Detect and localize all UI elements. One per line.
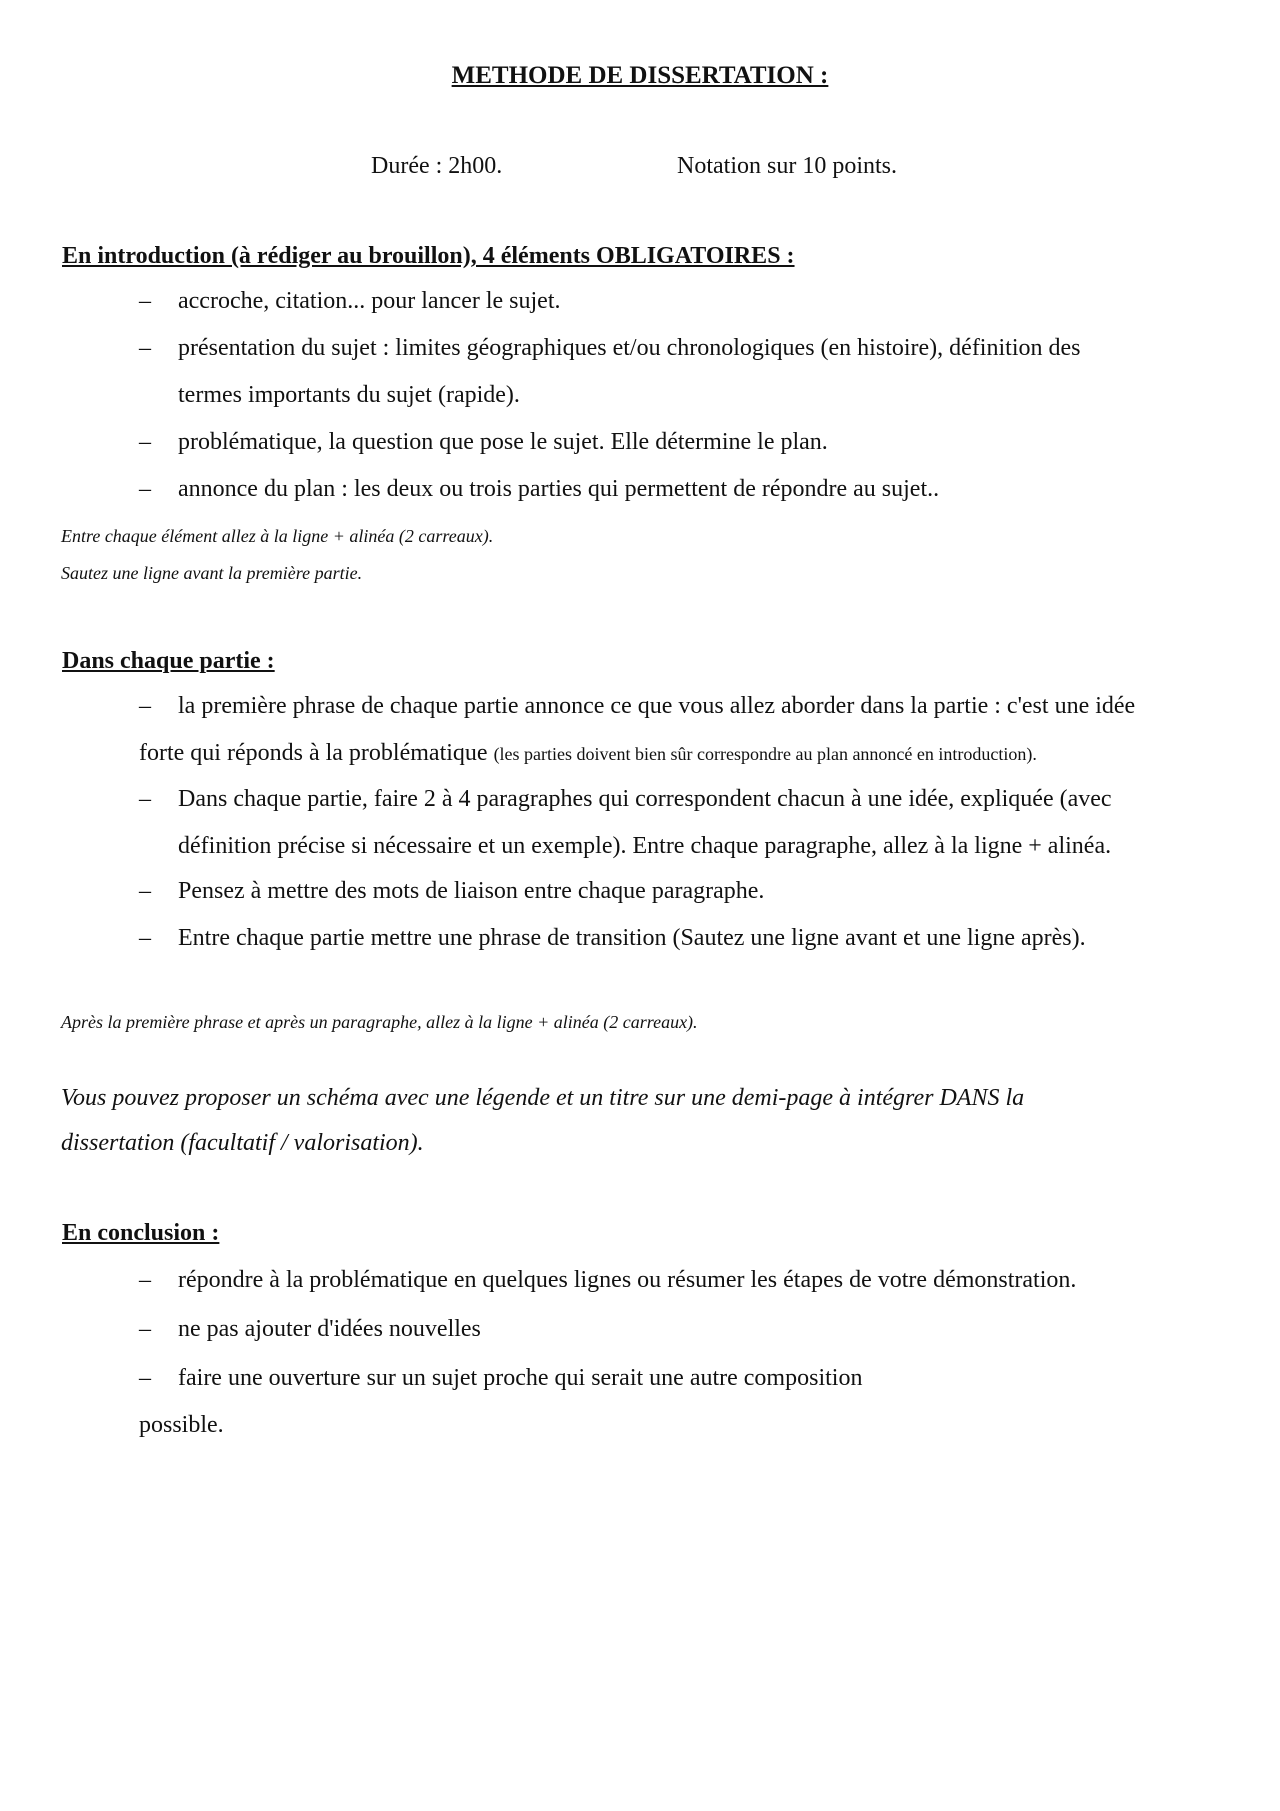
conclusion-heading: En conclusion : xyxy=(62,1220,220,1246)
bullet-dash: – xyxy=(139,1267,151,1293)
bullet-dash: – xyxy=(139,693,151,719)
duration-text: Durée : 2h00. xyxy=(371,153,503,179)
bullet-dash: – xyxy=(139,878,151,904)
parts-item-first-sentence-cont-text: forte qui réponds à la problématique xyxy=(139,740,488,766)
intro-item-presentation-cont: termes importants du sujet (rapide). xyxy=(178,382,520,408)
intro-note-2: Sautez une ligne avant la première partie. xyxy=(61,563,363,583)
intro-note-1: Entre chaque élément allez à la ligne + alinéa (2 carreaux). xyxy=(61,526,494,546)
schema-note-line-1: Vous pouvez proposer un schéma avec une légende et un titre sur une demi-page à intégrer DANS la xyxy=(61,1085,1025,1111)
parts-item-first-sentence-cont xyxy=(139,740,1037,767)
conclusion-item-opening-cont: possible. xyxy=(139,1412,224,1438)
parts-item-transition: Entre chaque partie mettre une phrase de transition (Sautez une ligne avant et une ligne après). xyxy=(178,925,1086,951)
parts-heading: Dans chaque partie : xyxy=(62,648,275,674)
bullet-dash: – xyxy=(139,335,151,361)
intro-item-hook: accroche, citation... pour lancer le sujet. xyxy=(178,288,561,314)
conclusion-item-answer: répondre à la problématique en quelques lignes ou résumer les étapes de votre démonstration. xyxy=(178,1267,1077,1293)
parts-item-paragraphs: Dans chaque partie, faire 2 à 4 paragraphes qui correspondent chacun à une idée, expliquée (avec xyxy=(178,786,1112,812)
bullet-dash: – xyxy=(139,429,151,455)
bullet-dash: – xyxy=(139,1316,151,1342)
schema-note-line-2: dissertation (facultatif / valorisation). xyxy=(61,1130,424,1156)
intro-item-presentation: présentation du sujet : limites géographiques et/ou chronologiques (en histoire), définition des xyxy=(178,335,1081,361)
grading-text: Notation sur 10 points. xyxy=(677,153,897,179)
parts-item-paragraphs-cont: définition précise si nécessaire et un exemple). Entre chaque paragraphe, allez à la ligne + alinéa. xyxy=(178,833,1112,859)
conclusion-item-no-new-ideas: ne pas ajouter d'idées nouvelles xyxy=(178,1316,481,1342)
intro-item-plan: annonce du plan : les deux ou trois parties qui permettent de répondre au sujet.. xyxy=(178,476,940,502)
parts-note: Après la première phrase et après un paragraphe, allez à la ligne + alinéa (2 carreaux). xyxy=(61,1012,698,1032)
page-title: METHODE DE DISSERTATION : xyxy=(451,62,829,89)
bullet-dash: – xyxy=(139,476,151,502)
intro-heading: En introduction (à rédiger au brouillon), 4 éléments OBLIGATOIRES : xyxy=(62,243,795,269)
parts-item-linking-words: Pensez à mettre des mots de liaison entre chaque paragraphe. xyxy=(178,878,765,904)
parts-item-first-sentence-aside: (les parties doivent bien sûr correspondre au plan annoncé en introduction). xyxy=(493,744,1037,764)
bullet-dash: – xyxy=(139,1365,151,1391)
bullet-dash: – xyxy=(139,288,151,314)
parts-item-first-sentence: la première phrase de chaque partie annonce ce que vous allez aborder dans la partie : c'est une idée xyxy=(178,693,1136,719)
intro-item-problem: problématique, la question que pose le sujet. Elle détermine le plan. xyxy=(178,429,828,455)
bullet-dash: – xyxy=(139,786,151,812)
conclusion-item-opening: faire une ouverture sur un sujet proche qui serait une autre composition xyxy=(178,1365,863,1391)
bullet-dash: – xyxy=(139,925,151,951)
